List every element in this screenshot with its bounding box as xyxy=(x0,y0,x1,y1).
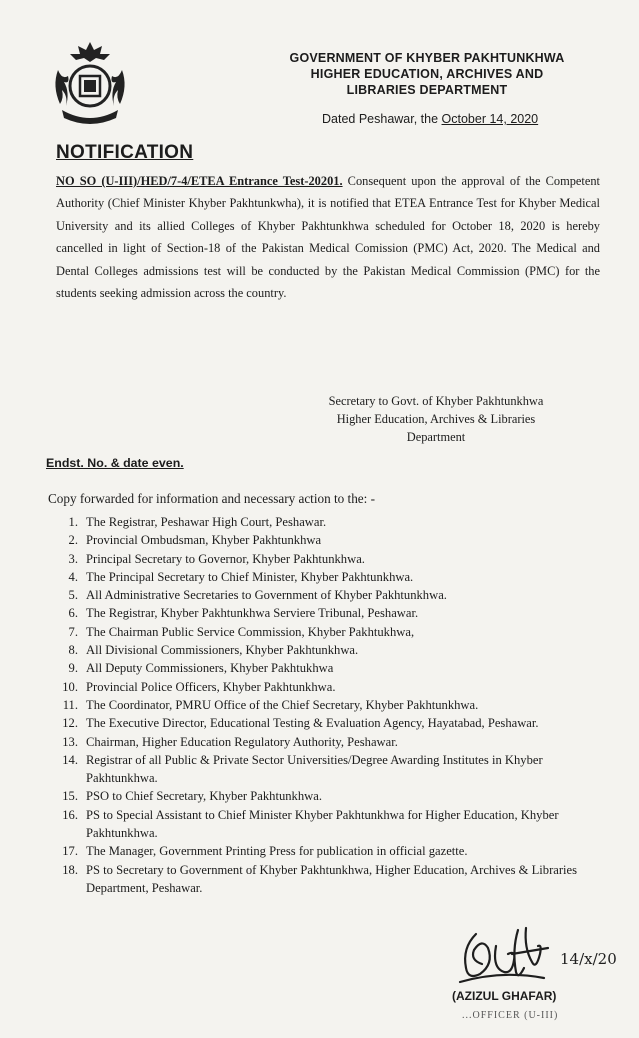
signatory-name: (AZIZUL GHAFAR) xyxy=(452,989,557,1003)
distribution-item-number: 2. xyxy=(68,533,78,548)
distribution-item-text: The Manager, Government Printing Press for publication in official gazette. xyxy=(86,844,468,859)
distribution-item-number: 7. xyxy=(68,624,78,639)
notification-body-text: Consequent upon the approval of the Competent Authority (Chief Minister Khyber Pakhtunkwha), it is notified that ETEA Entrance Test for Khyber Medical University and its allied Colleges of Khyber Pakhtunkhwa scheduled for October 18, 2020 is hereby cancelled in light of Section-18 of the Pakistan Medical Comission (PMC) Act, 2020. The Medical and Dental Colleges admissions test will be conducted by the Pakistan Medical Commission (PMC) for the students seeking admission across the country. xyxy=(56,174,600,301)
distribution-item-text: The Chairman Public Service Commission, Khyber Pakhtukhwa, xyxy=(86,624,415,639)
distribution-item xyxy=(56,842,616,860)
distribution-item-number: 17. xyxy=(62,844,78,859)
distribution-item-number: 15. xyxy=(62,789,78,804)
signatory-title-cut: ...OFFICER (U-III) xyxy=(462,1010,559,1021)
distribution-item xyxy=(56,568,616,586)
distribution-item xyxy=(56,861,616,898)
signature-line-2: Higher Education, Archives & Libraries xyxy=(336,412,536,426)
distribution-item-number: 8. xyxy=(68,643,78,658)
distribution-item-number: 12. xyxy=(62,716,78,731)
distribution-item-text: The Executive Director, Educational Testing & Evaluation Agency, Hayatabad, Peshawar. xyxy=(86,716,539,731)
distribution-list xyxy=(56,513,616,897)
distribution-item-text: All Deputy Commissioners, Khyber Pakhtukhwa xyxy=(86,661,334,676)
distribution-item xyxy=(56,678,616,696)
distribution-item xyxy=(56,641,616,659)
distribution-item-number: 9. xyxy=(68,661,78,676)
handwritten-signature xyxy=(452,924,632,990)
notification-body xyxy=(56,170,600,304)
distribution-item xyxy=(56,550,616,568)
distribution-item-text: Registrar of all Public & Private Sector Universities/Degree Awarding Institutes in Khyber Pakhtunkhwa. xyxy=(86,752,543,786)
header-line-3: LIBRARIES DEPARTMENT xyxy=(346,83,508,97)
distribution-item-text: All Divisional Commissioners, Khyber Pakhtunkhwa. xyxy=(86,643,359,658)
distribution-item xyxy=(56,531,616,549)
distribution-item-number: 18. xyxy=(62,862,78,877)
signature-line-3: Department xyxy=(406,430,466,444)
distribution-item-number: 16. xyxy=(62,807,78,822)
handwritten-date: 14/x/20 xyxy=(560,950,617,968)
distribution-item-number: 11. xyxy=(62,697,78,712)
distribution-item-text: All Administrative Secretaries to Government of Khyber Pakhtunkhwa. xyxy=(86,588,447,603)
distribution-item-number: 3. xyxy=(68,551,78,566)
distribution-item xyxy=(56,806,616,843)
header-line-2: HIGHER EDUCATION, ARCHIVES AND xyxy=(310,67,544,81)
distribution-item-number: 5. xyxy=(68,588,78,603)
distribution-item xyxy=(56,623,616,641)
distribution-item-text: The Registrar, Khyber Pakhtunkhwa Serviere Tribunal, Peshawar. xyxy=(86,606,419,621)
distribution-item-text: The Registrar, Peshawar High Court, Peshawar. xyxy=(86,515,327,529)
distribution-item-number: 1. xyxy=(68,515,78,529)
distribution-item-number: 4. xyxy=(68,569,78,584)
copy-forwarded-intro: Copy forwarded for information and necessary action to the: - xyxy=(48,491,376,506)
distribution-item xyxy=(56,751,616,788)
distribution-item-number: 13. xyxy=(62,734,78,749)
distribution-item xyxy=(56,586,616,604)
distribution-item xyxy=(56,714,616,732)
department-header xyxy=(262,50,592,98)
distribution-item-text: Chairman, Higher Education Regulatory Authority, Peshawar. xyxy=(86,734,398,749)
dated-date: October 14, 2020 xyxy=(441,112,539,126)
distribution-item xyxy=(56,696,616,714)
distribution-item-text: PSO to Chief Secretary, Khyber Pakhtunkhwa. xyxy=(86,789,322,804)
distribution-item-number: 6. xyxy=(68,606,78,621)
endorsement-line: Endst. No. & date even. xyxy=(46,456,184,470)
distribution-item xyxy=(56,733,616,751)
distribution-item-text: Provincial Police Officers, Khyber Pakhtunkhwa. xyxy=(86,679,336,694)
distribution-item xyxy=(56,659,616,677)
notification-reference: NO SO (U-III)/HED/7-4/ETEA Entrance Test-20201. xyxy=(56,174,343,188)
secretary-signature-block xyxy=(302,392,570,446)
distribution-item-text: Principal Secretary to Governor, Khyber Pakhtunkhwa. xyxy=(86,551,365,566)
distribution-item-number: 14. xyxy=(62,752,78,767)
notification-title: NOTIFICATION xyxy=(56,142,194,163)
distribution-item-text: The Coordinator, PMRU Office of the Chief Secretary, Khyber Pakhtunkhwa. xyxy=(86,697,479,712)
distribution-item xyxy=(56,604,616,622)
dated-line xyxy=(322,112,538,126)
header-line-1: GOVERNMENT OF KHYBER PAKHTUNKHWA xyxy=(289,51,565,65)
signature-line-1: Secretary to Govt. of Khyber Pakhtunkhwa xyxy=(328,394,544,408)
distribution-item xyxy=(56,787,616,805)
dated-prefix: Dated Peshawar, the xyxy=(322,112,442,126)
distribution-item-text: PS to Special Assistant to Chief Minister Khyber Pakhtunkhwa for Higher Education, Khyber Pakhtunkhwa. xyxy=(86,807,559,841)
distribution-item-text: PS to Secretary to Government of Khyber Pakhtunkhwa, Higher Education, Archives & Libraries Department, Peshawar. xyxy=(86,862,578,895)
distribution-item-text: The Principal Secretary to Chief Minister, Khyber Pakhtunkhwa. xyxy=(86,569,414,584)
distribution-item-number: 10. xyxy=(62,679,78,694)
distribution-item xyxy=(56,513,616,531)
distribution-item-text: Provincial Ombudsman, Khyber Pakhtunkhwa xyxy=(86,533,322,548)
government-emblem-icon xyxy=(44,36,136,128)
